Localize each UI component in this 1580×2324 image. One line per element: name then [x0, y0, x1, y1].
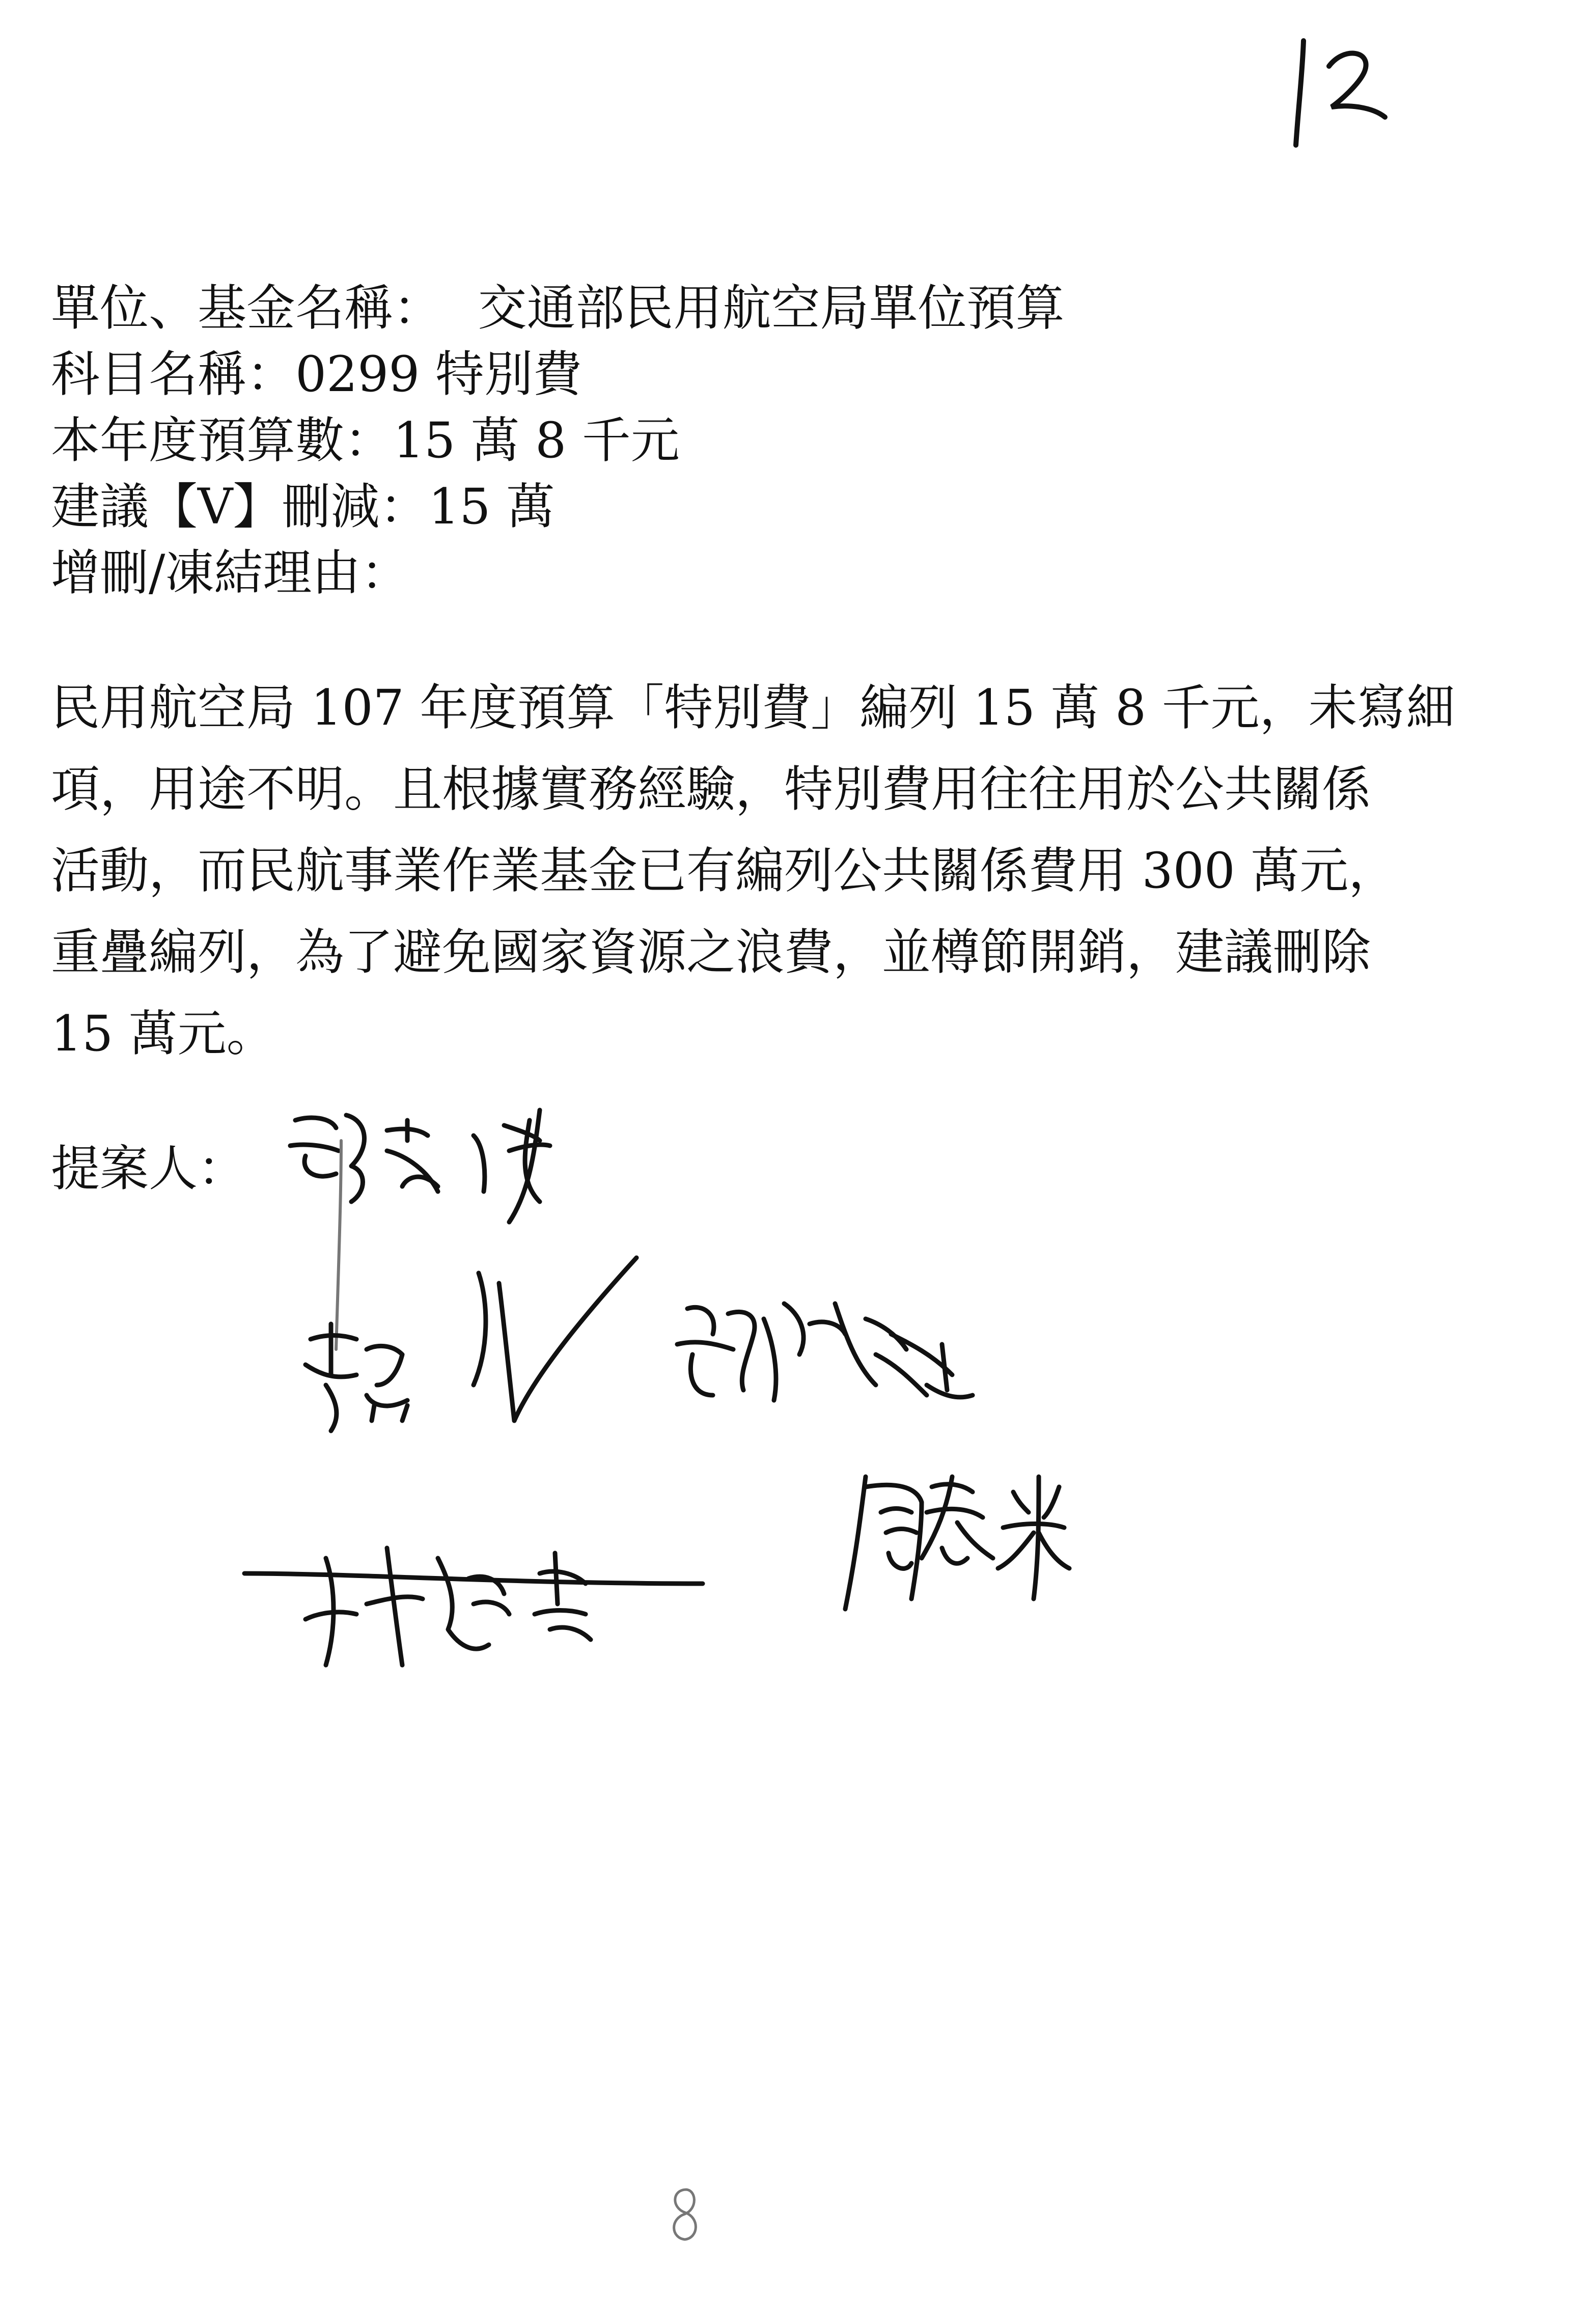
suggest-label: 建議【V】刪減：: [51, 478, 429, 535]
suggest-line: [51, 474, 1426, 540]
unit-value: 交通部民用航空局單位預算: [478, 280, 1065, 337]
budget-value: 15 萬 8 千元: [393, 412, 680, 469]
unit-line: [51, 275, 1426, 341]
header-fields: [51, 275, 1426, 606]
signature-5: [845, 1477, 1069, 1609]
signature-4: [244, 1548, 703, 1665]
reason-line-3: 活動，而民航事業作業基金已有編列公共關係費用 300 萬元，: [51, 842, 1398, 899]
item-line: [51, 341, 1426, 407]
budget-label: 本年度預算數：: [51, 412, 393, 469]
reason-line-1: 民用航空局 107 年度預算「特別費」編列 15 萬 8 千元，未寫細: [51, 679, 1455, 736]
reason-paragraph: [51, 667, 1455, 1074]
signature-2: [306, 1258, 636, 1431]
signature-3: [677, 1304, 973, 1400]
signature-1: [290, 1115, 550, 1202]
reason-label: 增刪/凍結理由：: [51, 544, 410, 601]
budget-line: [51, 407, 1426, 474]
item-value: 0299 特別費: [295, 346, 582, 403]
handwritten-page-number: [1283, 31, 1395, 153]
unit-label: 單位、基金名稱：: [51, 280, 442, 337]
reason-line-4: 重疊編列，為了避免國家資源之浪費，並樽節開銷，建議刪除: [51, 924, 1371, 981]
bottom-page-mark: [662, 2184, 708, 2246]
reason-line-2: 項，用途不明。且根據實務經驗，特別費用往往用於公共關係: [51, 761, 1371, 818]
reason-line: [51, 540, 1426, 606]
reason-line-5: 15 萬元。: [51, 1005, 275, 1062]
suggest-value: 15 萬: [428, 478, 555, 535]
proposer-label: 提案人：: [51, 1140, 246, 1197]
item-label: 科目名稱：: [51, 346, 295, 403]
